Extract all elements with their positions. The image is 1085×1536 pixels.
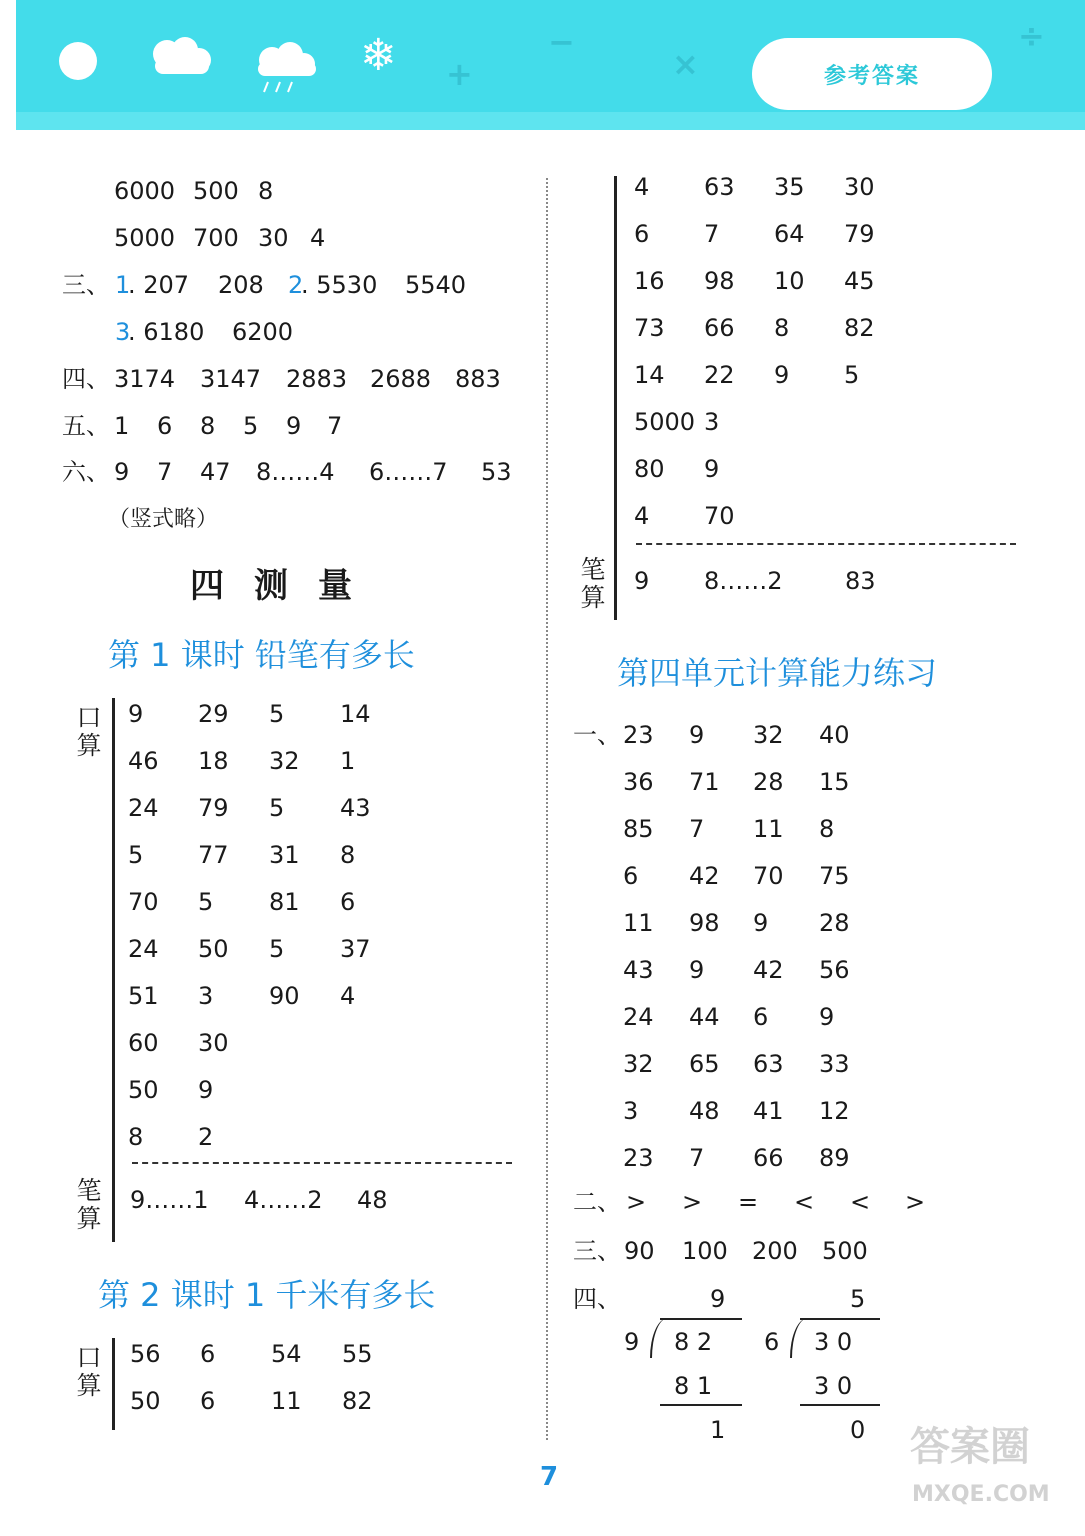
answer-value: 3 xyxy=(704,408,720,436)
comparison-sign: < xyxy=(850,1188,871,1216)
answer-value: 3174 xyxy=(114,365,176,393)
remainder: 1 xyxy=(710,1416,726,1444)
answer-value: 50 xyxy=(128,1076,159,1104)
answer-value: 51 xyxy=(128,982,159,1010)
answer-value: 40 xyxy=(819,721,850,749)
answer-value: 1 xyxy=(114,412,130,440)
answer-value: 12 xyxy=(819,1097,850,1125)
remainder: 0 xyxy=(850,1416,866,1444)
answer-value: 3 xyxy=(623,1097,639,1125)
answer-value: 5 xyxy=(269,935,285,963)
answer-value: 100 xyxy=(682,1237,728,1265)
comparison-sign: < xyxy=(794,1188,815,1216)
lesson-2-title: 第 2 课时 1 千米有多长 xyxy=(98,1276,436,1314)
answer-value: 9 xyxy=(689,721,705,749)
answer-value: 5 xyxy=(269,700,285,728)
answer-value: 14 xyxy=(340,700,371,728)
dashed-divider xyxy=(636,543,1016,545)
answer-value: 50 xyxy=(198,935,229,963)
comparison-sign: > xyxy=(905,1188,926,1216)
answer-value: 90 xyxy=(269,982,300,1010)
times-icon: × xyxy=(672,45,699,83)
answer-value: 81 xyxy=(269,888,300,916)
label-char: 算 xyxy=(76,1371,102,1400)
answer-value: 24 xyxy=(128,935,159,963)
answer-value: 500 xyxy=(822,1237,868,1265)
label-char: 口 xyxy=(76,1343,102,1372)
section-bar xyxy=(614,176,617,620)
section-marker: 四、 xyxy=(62,365,110,393)
section-bar xyxy=(112,1338,115,1430)
answer-value: 43 xyxy=(340,794,371,822)
answer-value: 35 xyxy=(774,173,805,201)
watermark-url: MXQE.COM xyxy=(912,1482,1050,1507)
answer-value: 3147 xyxy=(200,365,262,393)
snowflake-icon: ❄ xyxy=(360,30,397,81)
answer-value: 24 xyxy=(128,794,159,822)
answer-value: 2688 xyxy=(370,365,432,393)
answer-value: 1 xyxy=(340,747,356,775)
answer-value: 4 xyxy=(340,982,356,1010)
answer-value: 4……2 xyxy=(244,1186,323,1214)
answer-value: 82 xyxy=(844,314,875,342)
item-number: 1 xyxy=(115,271,131,299)
comparison-sign: > xyxy=(682,1188,703,1216)
answer-value: 90 xyxy=(624,1237,655,1265)
answer-value: 5 xyxy=(243,412,259,440)
answer-value: 7 xyxy=(689,815,705,843)
section-marker: 一、 xyxy=(573,721,621,749)
answer-value: 50 xyxy=(130,1387,161,1415)
answer-value: 4 xyxy=(634,502,650,530)
answer-value: 9 xyxy=(753,909,769,937)
answer-value: 883 xyxy=(455,365,501,393)
label-char: 算 xyxy=(76,731,102,760)
answer-value: 9 xyxy=(634,567,650,595)
answer-value: 5 xyxy=(844,361,860,389)
answer-value: 82 xyxy=(342,1387,373,1415)
quotient: 9 xyxy=(710,1285,726,1313)
rain-icon xyxy=(250,40,320,96)
answer-value: . 207 xyxy=(128,271,190,299)
answer-value: 11 xyxy=(623,909,654,937)
answer-value: 85 xyxy=(623,815,654,843)
answer-value: 63 xyxy=(753,1050,784,1078)
answer-value: 30 xyxy=(198,1029,229,1057)
answer-value: 47 xyxy=(200,458,231,486)
answer-value: . 6180 xyxy=(128,318,205,346)
quotient: 5 xyxy=(850,1285,866,1313)
answer-value: 31 xyxy=(269,841,300,869)
answer-value: 56 xyxy=(819,956,850,984)
answer-value: 7 xyxy=(689,1144,705,1172)
answer-value: 36 xyxy=(623,768,654,796)
answer-value: 8 xyxy=(128,1123,144,1151)
answer-value: 80 xyxy=(634,455,665,483)
answer-value: 2 xyxy=(198,1123,214,1151)
sun-icon xyxy=(59,42,97,80)
dividend: 3 0 xyxy=(814,1328,853,1356)
answer-value: . 5530 xyxy=(301,271,378,299)
answer-value: 11 xyxy=(271,1387,302,1415)
answer-value: 9 xyxy=(704,455,720,483)
item-number: 3 xyxy=(115,318,131,346)
product: 3 0 xyxy=(814,1372,853,1400)
label-char: 笔 xyxy=(580,555,606,584)
answer-value: 3 xyxy=(198,982,214,1010)
section-marker: 三、 xyxy=(62,271,110,299)
answer-value: 5000 xyxy=(114,224,176,252)
answer-value: 8……2 xyxy=(704,567,783,595)
kousuan-label xyxy=(74,704,104,760)
comparison-sign: > xyxy=(626,1188,647,1216)
answer-value: 33 xyxy=(819,1050,850,1078)
answer-value: 6 xyxy=(340,888,356,916)
section-marker: 五、 xyxy=(62,412,110,440)
answer-value: 46 xyxy=(128,747,159,775)
answer-value: 6 xyxy=(753,1003,769,1031)
answer-value: 56 xyxy=(130,1340,161,1368)
answer-value: 15 xyxy=(819,768,850,796)
divisor: 6 xyxy=(764,1328,780,1356)
answer-value: 75 xyxy=(819,862,850,890)
answer-value: 16 xyxy=(634,267,665,295)
answer-value: 66 xyxy=(753,1144,784,1172)
answer-value: 45 xyxy=(844,267,875,295)
answer-value: 9 xyxy=(114,458,130,486)
divisor: 9 xyxy=(624,1328,640,1356)
answer-value: 70 xyxy=(704,502,735,530)
answer-value: 9 xyxy=(689,956,705,984)
kousuan-label xyxy=(74,1344,104,1400)
answer-value: 73 xyxy=(634,314,665,342)
answer-value: 6200 xyxy=(232,318,294,346)
section-marker: 六、 xyxy=(62,458,110,486)
answer-value: 30 xyxy=(844,173,875,201)
answer-value: 6 xyxy=(200,1387,216,1415)
answer-value: 5540 xyxy=(405,271,467,299)
answer-value: 9 xyxy=(128,700,144,728)
subtraction-line xyxy=(800,1404,880,1406)
answer-value: 23 xyxy=(623,1144,654,1172)
answer-value: 5000 xyxy=(634,408,696,436)
answer-value: 9……1 xyxy=(130,1186,209,1214)
answer-value: 9 xyxy=(819,1003,835,1031)
answer-value: 14 xyxy=(634,361,665,389)
answer-value: 55 xyxy=(342,1340,373,1368)
answer-value: 70 xyxy=(753,862,784,890)
answer-value: 23 xyxy=(623,721,654,749)
answer-value: 79 xyxy=(844,220,875,248)
answer-value: 8 xyxy=(200,412,216,440)
divide-icon: ÷ xyxy=(1018,17,1045,55)
answer-badge xyxy=(752,38,992,110)
bisuan-label xyxy=(74,1177,104,1233)
answer-value: 8 xyxy=(258,177,274,205)
answer-value: 28 xyxy=(753,768,784,796)
answer-value: 48 xyxy=(689,1097,720,1125)
answer-value: 9 xyxy=(198,1076,214,1104)
answer-value: 500 xyxy=(193,177,239,205)
dashed-divider xyxy=(132,1162,512,1164)
answer-value: 32 xyxy=(623,1050,654,1078)
dividend: 8 2 xyxy=(674,1328,713,1356)
answer-value: 9 xyxy=(774,361,790,389)
page-number: 7 xyxy=(540,1462,559,1492)
answer-value: 70 xyxy=(128,888,159,916)
lesson-1-title: 第 1 课时 铅笔有多长 xyxy=(108,636,415,674)
answer-value: 54 xyxy=(271,1340,302,1368)
answer-value: 7 xyxy=(157,458,173,486)
answer-value: 7 xyxy=(704,220,720,248)
answer-value: 8 xyxy=(819,815,835,843)
product: 8 1 xyxy=(674,1372,713,1400)
subtraction-line xyxy=(660,1404,742,1406)
answer-value: 24 xyxy=(623,1003,654,1031)
header-banner-edge xyxy=(16,112,1085,130)
answer-value: 83 xyxy=(845,567,876,595)
answer-value: 53 xyxy=(481,458,512,486)
answer-value: 44 xyxy=(689,1003,720,1031)
division-bracket xyxy=(790,1318,814,1358)
answer-value: 6……7 xyxy=(369,458,448,486)
answer-value: 8 xyxy=(340,841,356,869)
section-marker: 三、 xyxy=(573,1237,621,1265)
watermark-logo: 答案圈 xyxy=(910,1424,1030,1470)
plus-icon: + xyxy=(446,55,473,93)
note-text: （竖式略） xyxy=(108,507,219,532)
answer-value: 32 xyxy=(269,747,300,775)
answer-value: 7 xyxy=(327,412,343,440)
answer-value: 77 xyxy=(198,841,229,869)
answer-value: 71 xyxy=(689,768,720,796)
answer-value: 22 xyxy=(704,361,735,389)
answer-value: 98 xyxy=(704,267,735,295)
section-marker: 二、 xyxy=(573,1188,621,1216)
answer-value: 11 xyxy=(753,815,784,843)
answer-value: 2883 xyxy=(286,365,348,393)
answer-value: 41 xyxy=(753,1097,784,1125)
section-bar xyxy=(112,698,115,1242)
answer-value: 63 xyxy=(704,173,735,201)
answer-value: 42 xyxy=(753,956,784,984)
answer-value: 5 xyxy=(269,794,285,822)
answer-value: 10 xyxy=(774,267,805,295)
cloudy-icon xyxy=(145,36,215,76)
answer-value: 5 xyxy=(128,841,144,869)
answer-value: 6 xyxy=(623,862,639,890)
answer-value: 32 xyxy=(753,721,784,749)
answer-value: 9 xyxy=(286,412,302,440)
answer-value: 66 xyxy=(704,314,735,342)
bisuan-label xyxy=(578,556,608,612)
comparison-sign: = xyxy=(738,1188,759,1216)
answer-value: 6000 xyxy=(114,177,176,205)
answer-value: 4 xyxy=(634,173,650,201)
answer-value: 200 xyxy=(752,1237,798,1265)
answer-value: 18 xyxy=(198,747,229,775)
label-char: 算 xyxy=(580,583,606,612)
answer-value: 64 xyxy=(774,220,805,248)
answer-value: 208 xyxy=(218,271,264,299)
item-number: 2 xyxy=(288,271,304,299)
answer-value: 37 xyxy=(340,935,371,963)
practice-title: 第四单元计算能力练习 xyxy=(617,654,938,692)
answer-value: 6 xyxy=(634,220,650,248)
label-char: 笔 xyxy=(76,1176,102,1205)
division-bracket xyxy=(650,1318,674,1358)
answer-value: 42 xyxy=(689,862,720,890)
answer-value: 8……4 xyxy=(256,458,335,486)
minus-icon: − xyxy=(548,23,575,61)
answer-value: 48 xyxy=(357,1186,388,1214)
answer-value: 43 xyxy=(623,956,654,984)
unit-title: 四测量 xyxy=(190,566,382,606)
section-marker: 四、 xyxy=(573,1285,621,1313)
answer-value: 700 xyxy=(193,224,239,252)
answer-value: 60 xyxy=(128,1029,159,1057)
answer-value: 5 xyxy=(198,888,214,916)
answer-value: 4 xyxy=(310,224,326,252)
answer-value: 98 xyxy=(689,909,720,937)
answer-value: 65 xyxy=(689,1050,720,1078)
answer-value: 79 xyxy=(198,794,229,822)
answer-value: 89 xyxy=(819,1144,850,1172)
answer-value: 6 xyxy=(200,1340,216,1368)
answer-value: 8 xyxy=(774,314,790,342)
label-char: 算 xyxy=(76,1204,102,1233)
label-char: 口 xyxy=(76,703,102,732)
column-divider xyxy=(546,178,548,1440)
answer-value: 6 xyxy=(157,412,173,440)
answer-badge-label: 参考答案 xyxy=(823,63,920,89)
answer-value: 29 xyxy=(198,700,229,728)
answer-value: 30 xyxy=(258,224,289,252)
answer-value: 28 xyxy=(819,909,850,937)
